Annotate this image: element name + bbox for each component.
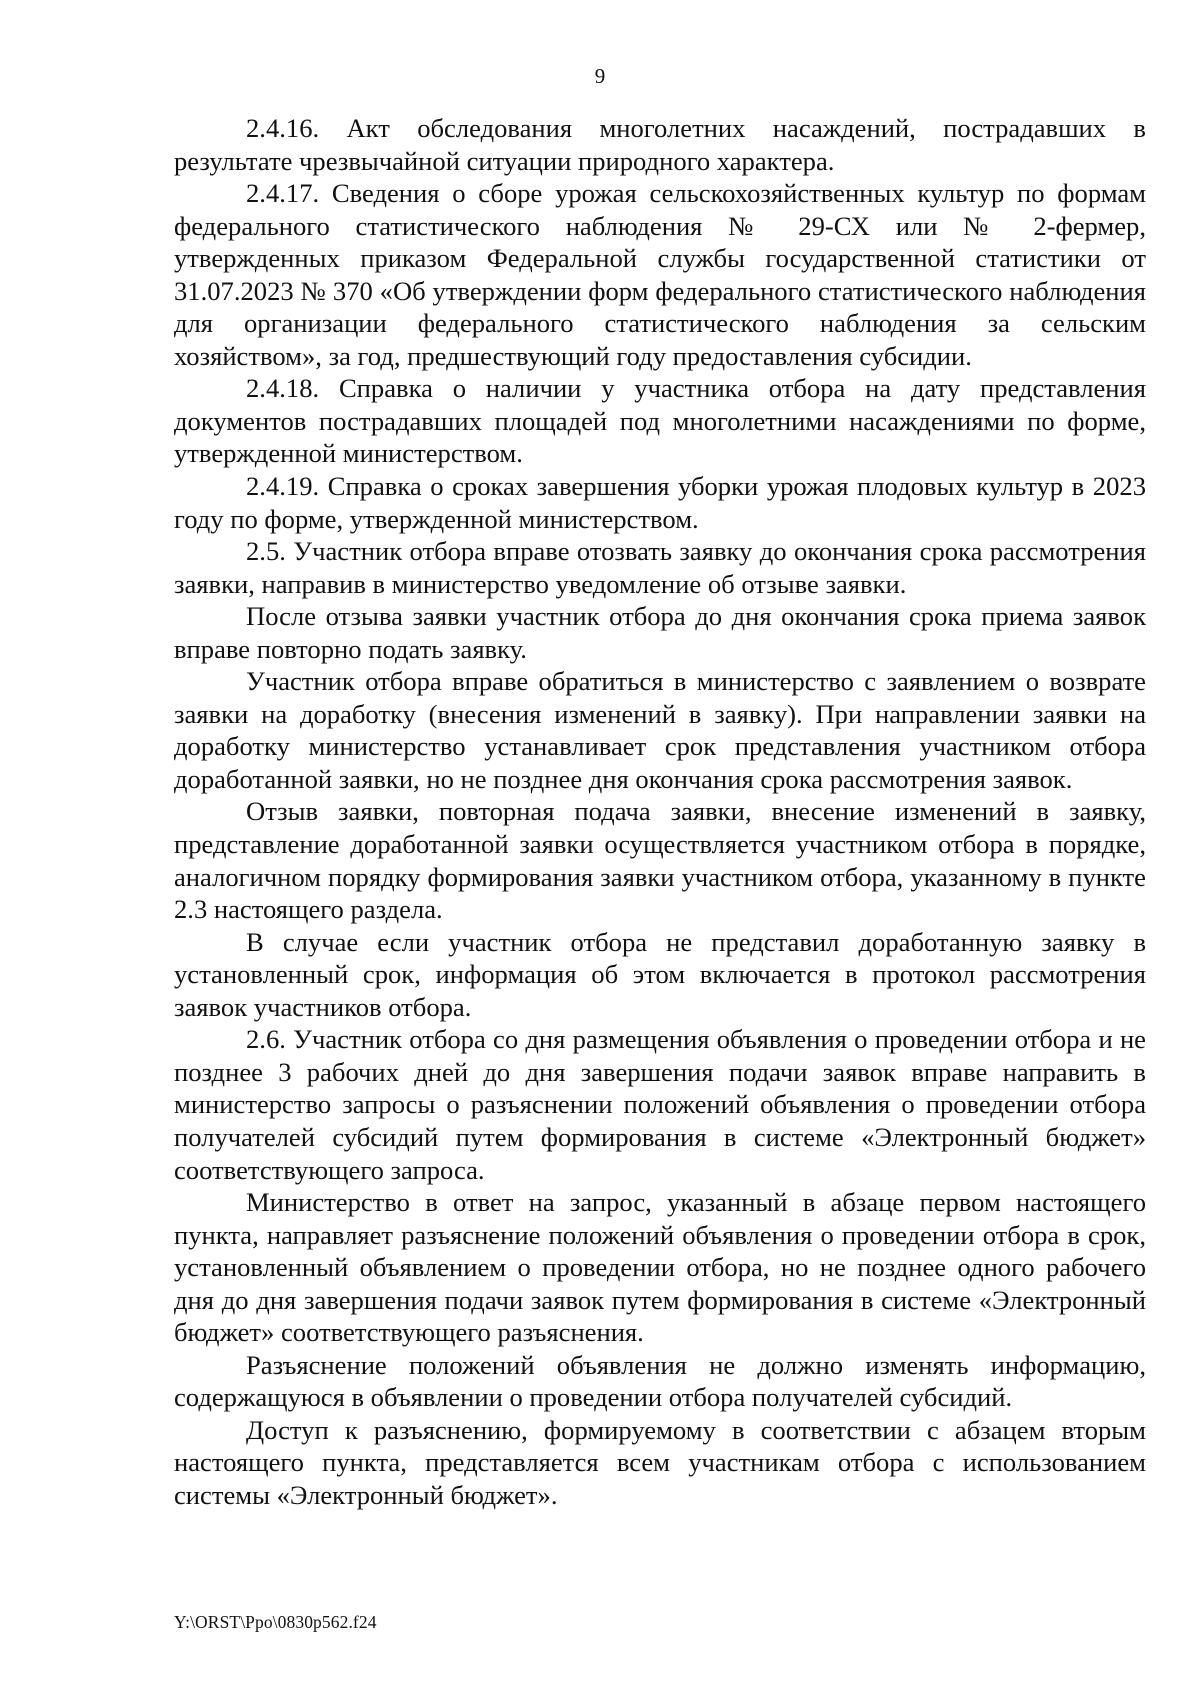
- paragraph-return-for-revision: Участник отбора вправе обратиться в министерство с заявлением о возврате заявки на доработку (внесения изменений в заявку). При направлении заявки на доработку министерство устанавливает срок представления участником отбора доработанной заявки, но не позднее дня окончания срока рассмотрения заявок.: [174, 666, 1146, 794]
- paragraph-clarification-limits: Разъяснение положений объявления не должно изменять информацию, содержащуюся в объявлении о проведении отбора получателей субсидий.: [174, 1349, 1146, 1413]
- paragraph-procedure: Отзыв заявки, повторная подача заявки, внесение изменений в заявку, представление доработанной заявки осуществляется участником отбора в порядке, аналогичном порядку формирования заявки участником отбора, указанному в пункте 2.3 настоящего раздела.: [174, 796, 1146, 925]
- paragraph-2-4-18: 2.4.18. Справка о наличии у участника отбора на дату представления документов пострадавших площадей под многолетними насаждениями по форме, утвержденной министерством.: [174, 373, 1146, 469]
- paragraph-2-4-19: 2.4.19. Справка о сроках завершения уборки урожая плодовых культур в 2023 году по форме, утвержденной министерством.: [174, 471, 1146, 534]
- footer-file-path: Y:\ORST\Ppo\0830p562.f24: [174, 1612, 377, 1632]
- paragraph-ministry-response: Министерство в ответ на запрос, указанный в абзаце первом настоящего пункта, направляет разъяснение положений объявления о проведении отбора в срок, установленный объявлением о проведении отбора, но не позднее одного рабочего дня до дня завершения подачи заявок путем формирования в системе «Электронный бюджет» соответствующего разъяснения.: [174, 1187, 1146, 1348]
- paragraph-clarification-access: Доступ к разъяснению, формируемому в соответствии с абзацем вторым настоящего пункта, представляется всем участникам отбора с использованием системы «Электронный бюджет».: [174, 1414, 1146, 1510]
- document-body: [174, 112, 1146, 1512]
- paragraph-withdrawal: После отзыва заявки участник отбора до дня окончания срока приема заявок вправе повторно подать заявку.: [174, 601, 1146, 664]
- paragraph-2-4-16: 2.4.16. Акт обследования многолетних насаждений, пострадавших в результате чрезвычайной ситуации природного характера.: [174, 113, 1146, 176]
- paragraph-2-6: 2.6. Участник отбора со дня размещения объявления о проведении отбора и не позднее 3 рабочих дней до дня завершения подачи заявок вправе направить в министерство запросы о разъяснении положений объявления о проведении отбора получателей субсидий путем формирования в системе «Электронный бюджет» соответствующего запроса.: [174, 1024, 1146, 1185]
- paragraph-2-5: 2.5. Участник отбора вправе отозвать заявку до окончания срока рассмотрения заявки, направив в министерство уведомление об отзыве заявки.: [174, 536, 1146, 599]
- page-number: 9: [594, 64, 606, 88]
- paragraph-not-submitted: В случае если участник отбора не представил доработанную заявку в установленный срок, информация об этом включается в протокол рассмотрения заявок участников отбора.: [174, 926, 1146, 1022]
- paragraph-2-4-17: 2.4.17. Сведения о сборе урожая сельскохозяйственных культур по формам федерального статистического наблюдения № 29-СХ или № 2-фермер, утвержденных приказом Федеральной службы государственной статистики от 31.07.2023 № 370 «Об утверждении форм федерального статистического наблюдения для организации федерального статистического наблюдения за сельским хозяйством», за год, предшествующий году предоставления субсидии.: [174, 178, 1146, 371]
